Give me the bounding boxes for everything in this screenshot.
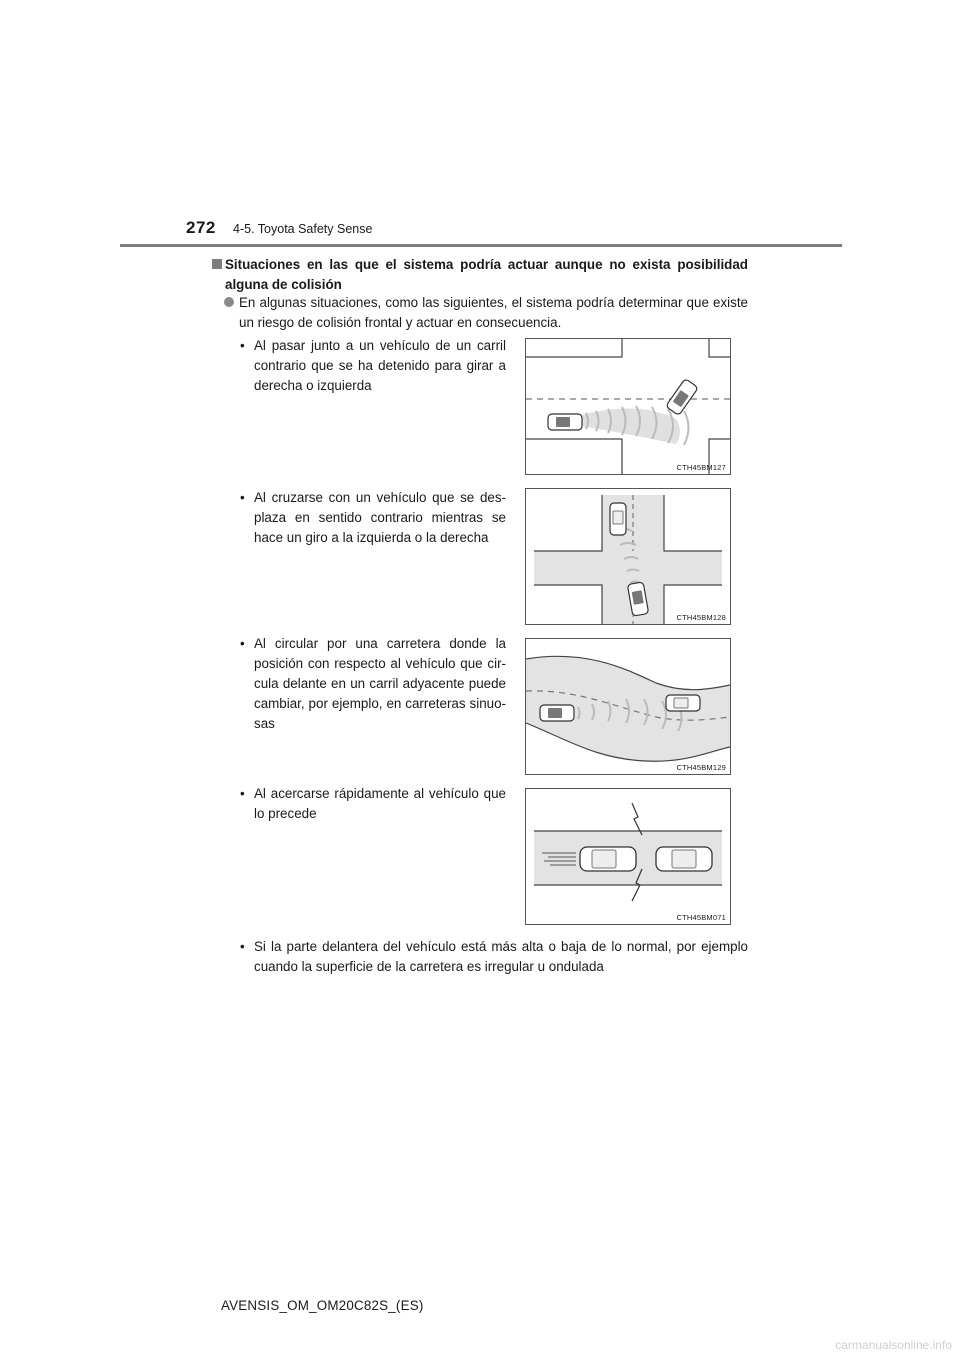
list-item-text: Al acercarse rápidamente al vehículo que lo precede [254,786,506,821]
watermark: carmanualsonline.info [835,1338,952,1352]
document-code: AVENSIS_OM_OM20C82S_(ES) [221,1298,424,1313]
figure-passing-turning-vehicle [525,338,731,475]
figure-rapid-approach [525,788,731,925]
square-bullet-icon [212,259,222,269]
heading-text: Situaciones en las que el sistema podría actuar aunque no exista posibilidad alguna de colisión [225,257,748,292]
figure-code: CTH45BM127 [676,463,726,472]
intro-paragraph [224,293,748,333]
bullet: • [240,786,245,801]
bullet: • [240,636,245,651]
illustration [526,789,730,924]
header-rule [120,244,842,247]
list-item-text: Al circular por una carretera donde la posición con respecto al vehículo que cir-cula delante en un carril adyacente puede cambiar, por ejemplo, en carreteras sinuo-sas [254,636,506,731]
illustration [526,639,730,774]
illustration [526,489,730,624]
list-item [240,634,506,734]
intro-text: En algunas situaciones, como las siguientes, el sistema podría determinar que existe un riesgo de colisión frontal y actuar en consecuencia. [239,295,748,330]
list-item [240,937,748,977]
bullet: • [240,939,245,954]
list-item [240,488,506,548]
figure-code: CTH45BM128 [676,613,726,622]
figure-winding-road [525,638,731,775]
bullet: • [240,338,245,353]
car-icon [548,414,582,430]
section-title: 4-5. Toyota Safety Sense [233,222,373,236]
list-item-text: Si la parte delantera del vehículo está más alta o baja de lo normal, por ejemplo cuando la superficie de la carretera es irregular u ondulada [254,939,748,974]
list-item [240,784,506,824]
figure-code: CTH45BM129 [676,763,726,772]
circle-bullet-icon [224,297,234,307]
bullet: • [240,490,245,505]
list-item-text: Al cruzarse con un vehículo que se des-plaza en sentido contrario mientras se hace un giro a la izquierda o la derecha [254,490,506,545]
illustration [526,339,730,474]
page-number: 272 [186,218,216,237]
list-item [240,336,506,396]
list-item-text: Al pasar junto a un vehículo de un carril contrario que se ha detenido para girar a derecha o izquierda [254,338,506,393]
section-heading [212,255,748,295]
figure-crossing-while-turning [525,488,731,625]
figure-code: CTH45BM071 [676,913,726,922]
